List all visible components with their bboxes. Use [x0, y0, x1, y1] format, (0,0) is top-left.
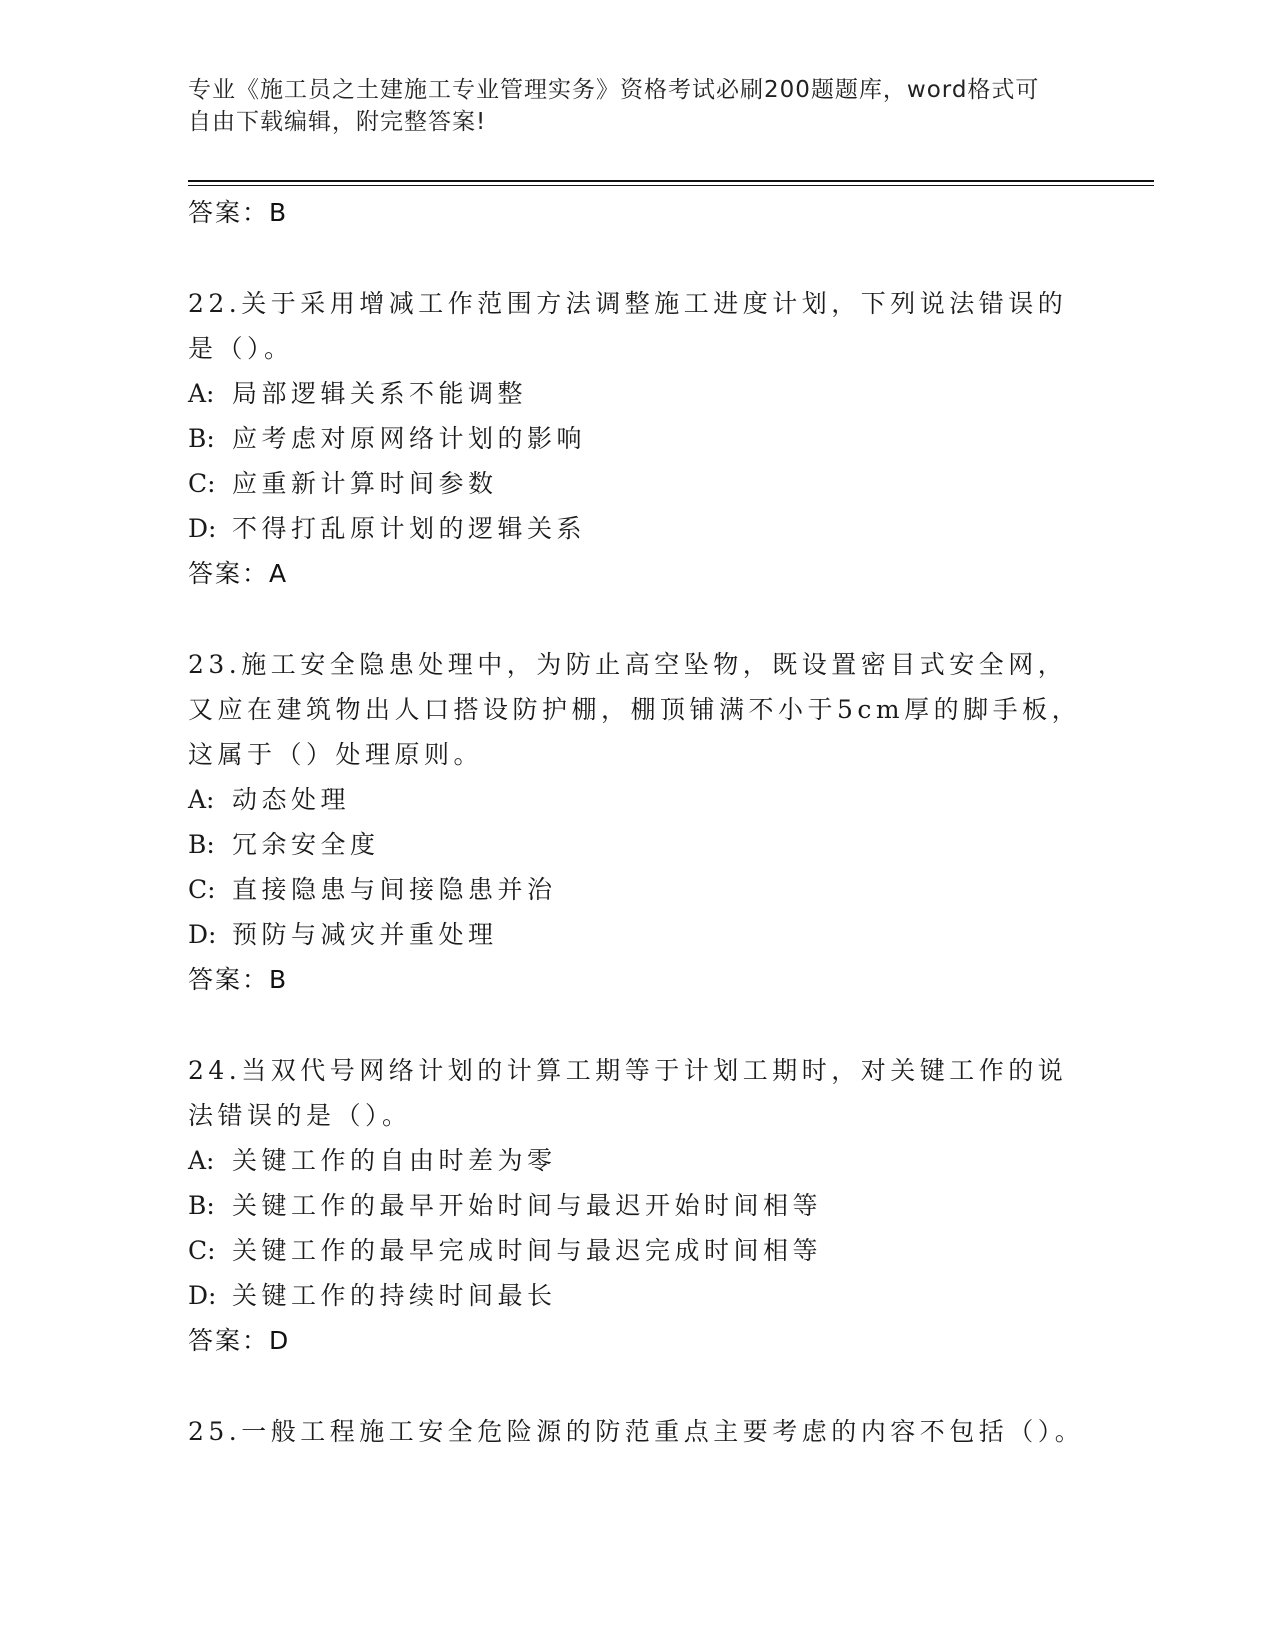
header-divider-thick [188, 180, 1154, 182]
option-letter: D: [188, 1281, 217, 1310]
option-c [188, 1228, 1088, 1273]
header-divider-thin [188, 185, 1154, 186]
option-text: 关键工作的自由时差为零 [232, 1146, 557, 1175]
option-c [188, 867, 1088, 912]
option-letter: A: [188, 785, 215, 814]
question-stem: 25.一般工程施工安全危险源的防范重点主要考虑的内容不包括（）。 [188, 1417, 1085, 1446]
option-text: 局部逻辑关系不能调整 [232, 379, 528, 408]
option-text: 应重新计算时间参数 [232, 469, 498, 498]
option-letter: B: [188, 1191, 215, 1220]
option-a [188, 777, 1088, 822]
answer: 答案：D [188, 1326, 291, 1355]
option-a [188, 371, 1088, 416]
question-23 [188, 642, 1088, 1003]
option-text: 不得打乱原计划的逻辑关系 [232, 514, 587, 543]
answer: 答案：B [188, 965, 289, 994]
option-b [188, 416, 1088, 461]
option-text: 预防与减灾并重处理 [232, 920, 498, 949]
option-text: 关键工作的持续时间最长 [232, 1281, 557, 1310]
option-letter: C: [188, 1236, 216, 1265]
option-letter: A: [188, 1146, 215, 1175]
option-d [188, 1273, 1088, 1318]
header-line-1: 专业《施工员之土建施工专业管理实务》资格考试必刷200题题库，word格式可 [188, 77, 1040, 103]
question-25 [188, 1409, 1088, 1454]
option-text: 应考虑对原网络计划的影响 [232, 424, 587, 453]
document-header [188, 74, 1088, 138]
option-text: 动态处理 [232, 785, 351, 814]
option-b [188, 1183, 1088, 1228]
option-letter: B: [188, 424, 215, 453]
option-letter: A: [188, 379, 215, 408]
option-letter: C: [188, 875, 216, 904]
option-b [188, 822, 1088, 867]
option-d [188, 506, 1088, 551]
answer: 答案：A [188, 559, 289, 588]
option-letter: D: [188, 920, 217, 949]
option-d [188, 912, 1088, 957]
question-stem: 23.施工安全隐患处理中，为防止高空坠物，既设置密目式安全网，又应在建筑物出人口搭设防护棚，棚顶铺满不小于5cm厚的脚手板，这属于（）处理原则。 [188, 650, 1082, 769]
option-text: 关键工作的最早开始时间与最迟开始时间相等 [232, 1191, 823, 1220]
question-24 [188, 1048, 1088, 1364]
option-text: 直接隐患与间接隐患并治 [232, 875, 557, 904]
question-stem: 24.当双代号网络计划的计算工期等于计划工期时，对关键工作的说法错误的是（）。 [188, 1056, 1068, 1130]
header-line-2: 自由下载编辑，附完整答案! [188, 109, 487, 135]
option-letter: B: [188, 830, 215, 859]
answer-previous: 答案：B [188, 198, 289, 227]
option-a [188, 1138, 1088, 1183]
option-letter: C: [188, 469, 216, 498]
option-text: 关键工作的最早完成时间与最迟完成时间相等 [232, 1236, 823, 1265]
option-text: 冗余安全度 [232, 830, 380, 859]
question-stem: 22.关于采用增减工作范围方法调整施工进度计划，下列说法错误的是（）。 [188, 289, 1068, 363]
question-22 [188, 281, 1088, 597]
option-letter: D: [188, 514, 217, 543]
option-c [188, 461, 1088, 506]
question-list [188, 190, 1088, 1454]
